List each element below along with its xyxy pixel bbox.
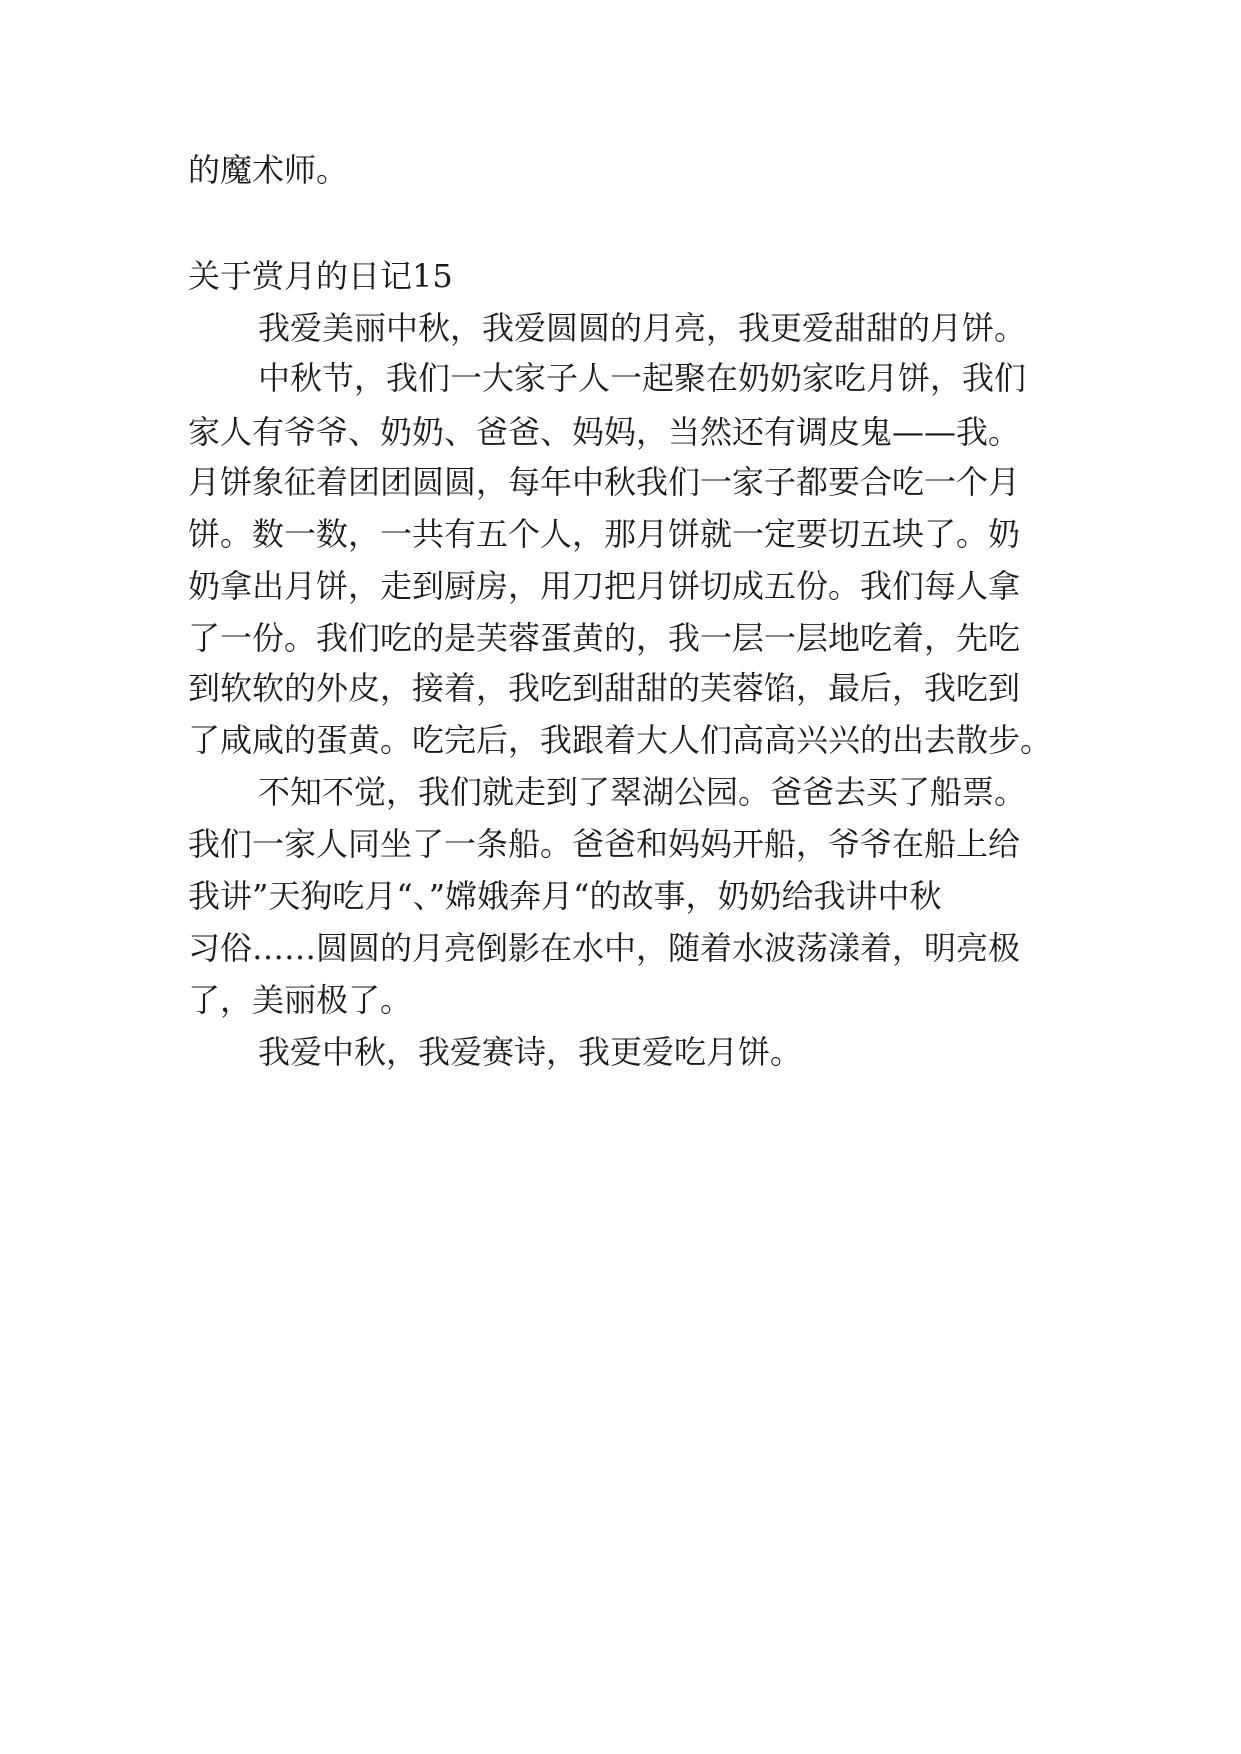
text-line-continuation: 的魔术师。: [188, 151, 349, 189]
paragraph-line: 中秋节，我们一大家子人一起聚在奶奶家吃月饼，我们: [258, 359, 1027, 397]
paragraph-line: 我爱美丽中秋，我爱圆圆的月亮，我更爱甜甜的月饼。: [258, 309, 1027, 347]
paragraph-line: 我爱中秋，我爱赛诗，我更爱吃月饼。: [258, 1033, 803, 1071]
paragraph-line: 我讲”天狗吃月“、”嫦娥奔月“的故事，奶奶给我讲中秋: [188, 877, 942, 915]
paragraph-line: 到软软的外皮，接着，我吃到甜甜的芙蓉馅，最后，我吃到: [188, 669, 1021, 707]
paragraph-line: 了一份。我们吃的是芙蓉蛋黄的，我一层一层地吃着，先吃: [188, 619, 1021, 657]
paragraph-line: 家人有爷爷、奶奶、爸爸、妈妈，当然还有调皮鬼——我。: [188, 413, 1021, 451]
section-title: 关于赏月的日记15: [188, 257, 453, 295]
paragraph-line: 了，美丽极了。: [188, 981, 413, 1019]
paragraph-line: 习俗……圆圆的月亮倒影在水中，随着水波荡漾着，明亮极: [188, 929, 1021, 967]
paragraph-line: 月饼象征着团团圆圆，每年中秋我们一家子都要合吃一个月: [188, 463, 1021, 501]
paragraph-line: 我们一家人同坐了一条船。爸爸和妈妈开船，爷爷在船上给: [188, 825, 1021, 863]
paragraph-line: 饼。数一数，一共有五个人，那月饼就一定要切五块了。奶: [188, 515, 1021, 553]
paragraph-line: 奶拿出月饼，走到厨房，用刀把月饼切成五份。我们每人拿: [188, 567, 1021, 605]
paragraph-line: 了咸咸的蛋黄。吃完后，我跟着大人们高高兴兴的出去散步。: [188, 721, 1053, 759]
paragraph-line: 不知不觉，我们就走到了翠湖公园。爸爸去买了船票。: [258, 773, 1027, 811]
